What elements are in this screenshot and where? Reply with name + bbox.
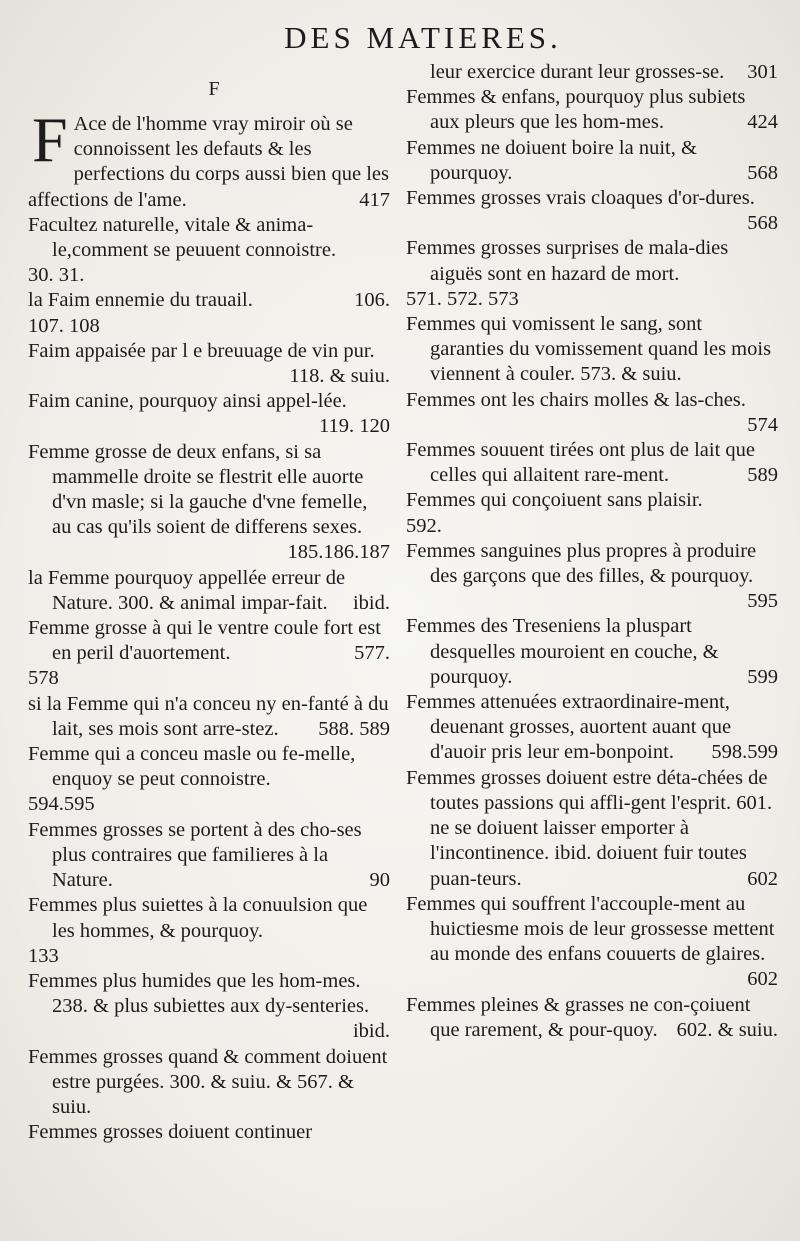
entry-text: la Faim ennemie du trauail. — [28, 289, 253, 312]
index-entry — [406, 993, 778, 1043]
entry-text: Femmes souuent tirées ont plus de lait que celles qui allaitent rare-ment. — [406, 439, 756, 487]
index-entry — [406, 892, 778, 993]
index-entry-pages — [28, 944, 390, 969]
entry-text: Femmes plus suiettes à la conuulsion que les hommes, & pourquoy. — [28, 894, 368, 942]
index-entry — [28, 742, 390, 792]
entry-text: 578 — [28, 667, 59, 690]
index-entry — [406, 186, 778, 236]
entry-text: Femmes plus humides que les hom-mes. 238. & plus subiettes aux dy-senteries. — [28, 969, 370, 1018]
entry-text: Femmes grosses doiuent continuer — [28, 1121, 313, 1144]
index-columns — [28, 60, 778, 1145]
entry-page-ref: 90 — [369, 869, 390, 892]
entry-text: Femmes pleines & grasses ne con-çoiuent que rarement, & pour-quoy. — [406, 993, 751, 1041]
right-column — [406, 60, 778, 1145]
entry-text: Femmes attenuées extraordinaire-ment, deuenant grosses, auortent auant que d'auoir pris leur em-bonpoint. — [406, 691, 732, 764]
entry-page-ref: ibid. — [352, 1020, 390, 1043]
entry-page-ref: 568 — [747, 212, 778, 235]
entry-page-ref: 424 — [747, 111, 778, 134]
entry-text: Femme grosse de deux enfans, si sa mammelle droite se flestrit elle auorte d'vn masle; si la gauche d'vne femelle, au cas qu'ils soient de differens sexes. — [28, 440, 368, 539]
entry-text: Femmes des Treseniens la pluspart desquelles mouroient en couche, & pourquoy. — [406, 615, 719, 688]
entry-page-ref: 602. & suiu. — [676, 1018, 778, 1041]
entry-page-ref: ibid. — [352, 591, 390, 614]
entry-text: Faim canine, pourquoy ainsi appel-lée. — [28, 390, 347, 413]
entry-text: Femmes sanguines plus propres à produire des garçons que des filles, & pourquoy. — [406, 539, 757, 588]
entry-text: leur exercice durant leur grosses-se. — [430, 61, 725, 83]
index-entry — [406, 438, 778, 488]
index-entry — [406, 614, 778, 690]
entry-text: Facultez naturelle, vitale & anima-le,comment se peuuent connoistre. — [28, 213, 337, 262]
index-entry-pages — [28, 263, 390, 288]
index-entry — [28, 692, 390, 742]
entry-text: Femmes grosses surprises de mala-dies aiguës sont en hazard de mort. — [406, 237, 729, 285]
entry-page-ref: 595 — [747, 590, 778, 613]
index-entry — [406, 766, 778, 892]
index-entry — [406, 539, 778, 615]
entry-page-ref: 598.599 — [711, 741, 778, 764]
entry-text: Femmes ne doiuent boire la nuit, & pourquoy. — [406, 136, 697, 184]
entry-text: 30. 31. — [28, 264, 85, 287]
entry-text: Femmes qui vomissent le sang, sont garanties du vomissement quand les mois viennent à couler. 573. & suiu. — [406, 313, 772, 386]
entry-text: 571. 572. 573 — [406, 287, 519, 310]
index-entry — [28, 389, 390, 439]
entry-text: Femmes grosses quand & comment doiuent estre purgées. 300. & suiu. & 567. & suiu. — [28, 1045, 388, 1118]
index-entry — [28, 213, 390, 263]
entry-text: Femmes ont les chairs molles & las-ches. — [406, 388, 746, 411]
entry-page-ref: 119. 120 — [319, 415, 390, 438]
entry-text: Femme grosse à qui le ventre coule fort est en peril d'auortement. — [28, 617, 381, 665]
index-entry — [28, 616, 390, 666]
entry-text: Faim appaisée par l e breuuage de vin pur. — [28, 339, 375, 362]
index-entry — [28, 969, 390, 1045]
index-entry — [406, 236, 778, 286]
entry-text: Femmes & enfans, pourquoy plus subiets aux pleurs que les hom-mes. — [406, 86, 746, 134]
entry-page-ref: 588. 589 — [318, 717, 390, 740]
index-entry — [28, 566, 390, 616]
index-entry-dropcap — [28, 104, 390, 213]
index-entry — [28, 818, 390, 894]
entry-page-ref: 106. — [354, 289, 390, 312]
entry-text: 107. 108 — [28, 314, 100, 337]
index-entry — [406, 136, 778, 186]
index-entry — [28, 893, 390, 943]
drop-cap-letter: F — [32, 104, 68, 175]
index-entry — [28, 1120, 390, 1145]
left-column — [28, 60, 390, 1145]
index-entry — [28, 440, 390, 566]
entry-text: Femmes qui conçoiuent sans plaisir. — [406, 489, 703, 512]
index-entry-continued — [406, 60, 778, 85]
index-entry-pages — [406, 287, 778, 312]
entry-text: si la Femme qui n'a conceu ny en-fanté à du lait, ses mois sont arre-stez. — [28, 692, 389, 740]
index-entry-pages — [28, 666, 390, 691]
index-entry — [406, 388, 778, 438]
section-letter: F — [208, 78, 220, 100]
entry-text: Ace de l'homme vray miroir où se connoissent les defauts & les perfections du corps aussi bien que les affections de l'ame. — [28, 113, 389, 211]
index-entry — [406, 488, 778, 513]
entry-text: Femmes grosses vrais cloaques d'or-dures. — [406, 187, 755, 210]
index-entry — [406, 85, 778, 135]
entry-page-ref: 301 — [747, 61, 778, 83]
entry-page-ref: 602 — [747, 968, 778, 991]
entry-page-ref: 417 — [359, 188, 390, 211]
entry-text: Femmes grosses se portent à des cho-ses plus contraires que familieres à la Nature. — [28, 818, 362, 892]
entry-text: 592. — [406, 514, 442, 537]
entry-page-ref: 577. — [354, 642, 390, 665]
index-entry — [28, 1045, 390, 1121]
entry-page-ref: 602 — [747, 867, 778, 890]
entry-text: Femmes grosses doiuent estre déta-chées de toutes passions qui affli-gent l'esprit. 601. ne se doiuent laisser emporter à l'incontinence. ibid. doiuent fuir toutes puan-teurs. — [406, 766, 773, 890]
index-entry-pages — [28, 314, 390, 339]
index-entry — [28, 339, 390, 389]
entry-text: Femmes qui souffrent l'accouple-ment au huictiesme mois de leur grossesse mettent au monde des enfans couuerts de glaires. — [406, 892, 775, 966]
entry-text: 594.595 — [28, 793, 95, 816]
entry-page-ref: 589 — [747, 464, 778, 487]
entry-page-ref: 599 — [747, 665, 778, 688]
entry-text: Femme qui a conceu masle ou fe-melle, enquoy se peut connoistre. — [28, 743, 356, 791]
index-entry-pages — [28, 792, 390, 817]
index-entry — [406, 312, 778, 388]
index-entry — [28, 288, 390, 313]
running-head: DES MATIERES. — [284, 20, 562, 55]
entry-page-ref: 568 — [747, 161, 778, 184]
entry-page-ref: 574 — [747, 413, 778, 436]
entry-page-ref: 185.186.187 — [287, 541, 390, 564]
index-entry — [406, 690, 778, 766]
index-entry-pages — [406, 514, 778, 539]
entry-text: la Femme pourquoy appellée erreur de Nature. 300. & animal impar-fait. — [28, 566, 346, 614]
entry-text: 133 — [28, 944, 59, 967]
entry-page-ref: 118. & suiu. — [289, 365, 390, 388]
